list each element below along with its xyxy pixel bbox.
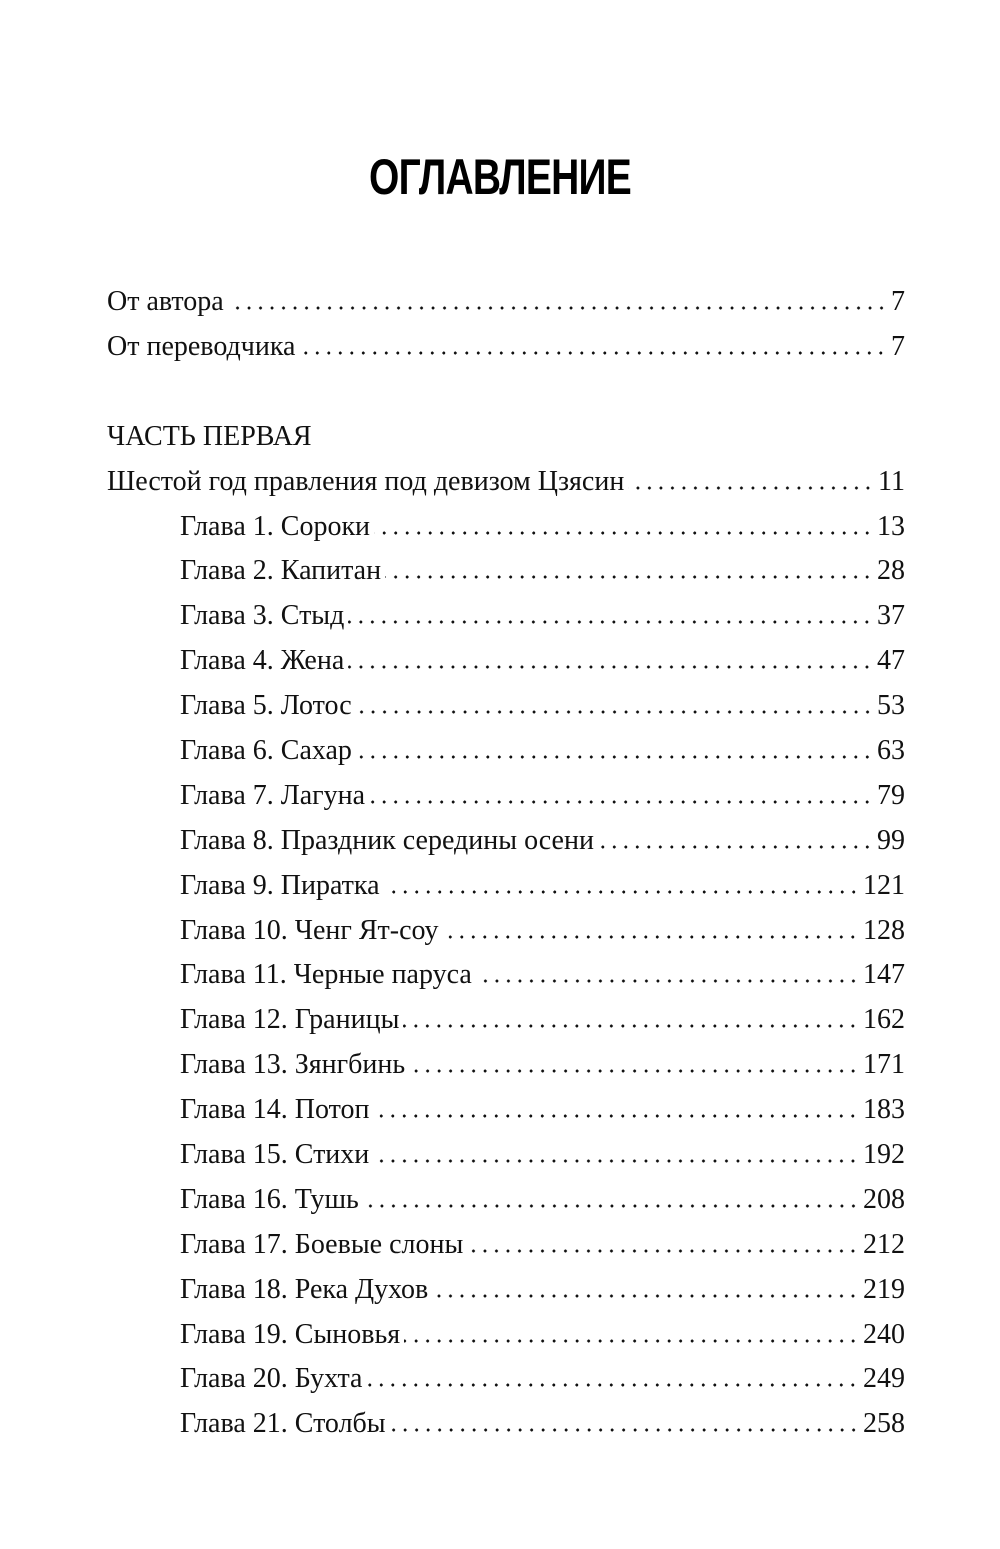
entry-title: Глава 7. Лагуна (180, 779, 366, 811)
toc-chapter-entry[interactable] (107, 953, 905, 998)
entry-title: Глава 19. Сыновья (180, 1318, 401, 1350)
page-number: 28 (877, 555, 905, 587)
toc-chapter-entry[interactable] (107, 639, 905, 684)
page-number: 162 (863, 1004, 905, 1036)
page-number: 219 (863, 1273, 905, 1305)
page-number: 147 (863, 959, 905, 991)
entry-title: Глава 21. Столбы (180, 1408, 386, 1440)
dot-leader (348, 665, 873, 669)
page-number: 47 (877, 645, 905, 677)
dot-leader (409, 1069, 859, 1073)
dot-leader (228, 306, 887, 310)
page-number: 212 (863, 1228, 905, 1260)
page-number: 7 (891, 330, 905, 362)
dot-leader (366, 1383, 859, 1387)
toc-chapter-entry[interactable] (107, 549, 905, 594)
toc-chapter-entry[interactable] (107, 684, 905, 729)
entry-title: Глава 18. Река Духов (180, 1273, 429, 1305)
page-number: 249 (863, 1363, 905, 1395)
entry-title: Глава 5. Лотос (180, 690, 352, 722)
page-number: 7 (891, 286, 905, 317)
entry-title: Глава 11. Черные паруса (180, 959, 472, 991)
entry-title: Глава 6. Сахар (180, 735, 352, 767)
page-number: 192 (863, 1139, 905, 1171)
dot-leader (385, 575, 873, 579)
entry-title: Глава 15. Стихи (180, 1139, 370, 1171)
dot-leader (467, 1249, 859, 1253)
toc-chapter-entry[interactable] (107, 1043, 905, 1088)
dot-leader (374, 531, 873, 535)
dot-leader (403, 1024, 859, 1028)
toc-chapter-entry[interactable] (107, 1357, 905, 1402)
entry-title: От переводчика (107, 330, 296, 362)
dot-leader (369, 800, 873, 804)
dot-leader (299, 351, 887, 355)
toc-chapter-entry[interactable] (107, 998, 905, 1043)
entry-title: Глава 10. Ченг Ят-соу (180, 914, 439, 946)
toc-chapter-entry[interactable] (107, 1178, 905, 1223)
entry-title: Глава 13. Зянгбинь (180, 1049, 406, 1081)
toc-chapter-entry[interactable] (107, 1402, 905, 1447)
toc-chapter-entry[interactable] (107, 1088, 905, 1133)
dot-leader (404, 1339, 859, 1343)
page-number: 240 (863, 1318, 905, 1350)
page-number: 37 (877, 600, 905, 632)
dot-leader (442, 935, 859, 939)
page-number: 121 (863, 869, 905, 901)
page-number: 63 (877, 735, 905, 767)
toc-chapter-entry[interactable] (107, 505, 905, 550)
entry-title: Глава 3. Стыд (180, 600, 345, 632)
entry-title: Глава 1. Сороки (180, 510, 371, 542)
page-title: ОГЛАВЛЕНИЕ (369, 149, 631, 205)
entry-title: Глава 14. Потоп (180, 1094, 370, 1126)
page-number: 171 (863, 1049, 905, 1081)
dot-leader (356, 755, 873, 759)
dot-leader (628, 486, 874, 490)
dot-leader (348, 620, 873, 624)
toc-entry[interactable] (107, 280, 905, 325)
dot-leader (476, 979, 859, 983)
entry-title: Глава 12. Границы (180, 1004, 400, 1036)
page-number: 128 (863, 914, 905, 946)
toc-chapter-entry[interactable] (107, 1133, 905, 1178)
toc-chapter-entry[interactable] (107, 909, 905, 954)
toc-chapter-entry[interactable] (107, 819, 905, 864)
page-number: 258 (863, 1408, 905, 1440)
entry-title: Глава 2. Капитан (180, 555, 382, 587)
entry-title: Глава 17. Боевые слоны (180, 1228, 464, 1260)
toc-chapter-entry[interactable] (107, 1268, 905, 1313)
entry-title: Глава 8. Праздник середины осени (180, 824, 594, 856)
page-number: 11 (878, 465, 905, 497)
toc-chapter-entry[interactable] (107, 864, 905, 909)
toc-section-entry[interactable] (107, 460, 905, 505)
entry-title: Шестой год правления под девизом Цзясин (107, 465, 625, 497)
dot-leader (390, 1428, 859, 1432)
toc-chapter-entry[interactable] (107, 729, 905, 774)
page-number: 183 (863, 1094, 905, 1126)
dot-leader (432, 1294, 859, 1298)
part-heading: ЧАСТЬ ПЕРВАЯ (107, 420, 312, 452)
page-number: 53 (877, 690, 905, 722)
dot-leader (384, 890, 859, 894)
page-number: 99 (877, 824, 905, 856)
page-number: 13 (877, 510, 905, 542)
dot-leader (598, 845, 873, 849)
entry-title: Глава 16. Тушь (180, 1183, 359, 1215)
toc-chapter-entry[interactable] (107, 774, 905, 819)
dot-leader (356, 710, 873, 714)
toc-chapter-entry[interactable] (107, 594, 905, 639)
page-number: 208 (863, 1183, 905, 1215)
entry-title: От автора (107, 286, 224, 317)
toc-chapter-entry[interactable] (107, 1223, 905, 1268)
entry-title: Глава 20. Бухта (180, 1363, 363, 1395)
entry-title: Глава 4. Жена (180, 645, 345, 677)
toc-entry[interactable] (107, 325, 905, 370)
table-of-contents (107, 280, 905, 1447)
toc-chapter-entry[interactable] (107, 1313, 905, 1358)
dot-leader (373, 1114, 859, 1118)
entry-title: Глава 9. Пиратка (180, 869, 380, 901)
page-number: 79 (877, 779, 905, 811)
dot-leader (363, 1204, 859, 1208)
dot-leader (373, 1159, 859, 1163)
